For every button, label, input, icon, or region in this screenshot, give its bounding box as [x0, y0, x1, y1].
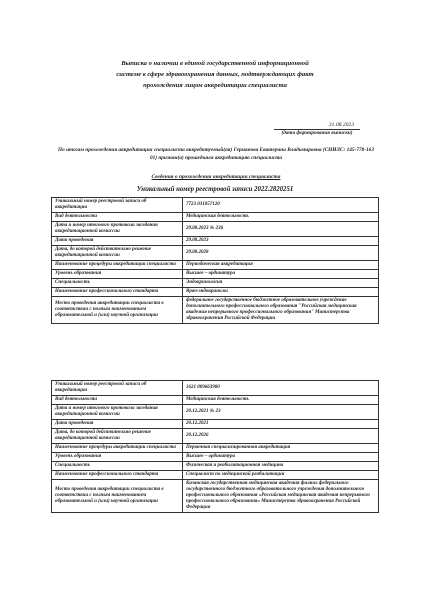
record-field-value: Медицинская деятельность: [183, 396, 379, 405]
record-field-label: Вид деятельности: [52, 213, 183, 222]
record-field-value: Медицинская деятельность: [183, 213, 379, 222]
record-field-label: Специальность: [52, 279, 183, 288]
record-row: [52, 453, 379, 462]
record-row: [52, 222, 379, 237]
record-row: [52, 297, 379, 324]
record-row: [52, 213, 379, 222]
record-row: [52, 480, 379, 513]
record-row: [52, 444, 379, 453]
record-row: [52, 405, 379, 420]
record-row: [52, 279, 379, 288]
record-field-label: Уникальный номер реестровой записи об аккредитации: [52, 198, 183, 213]
record-field-label: Наименование процедуры аккредитации специалиста: [52, 444, 183, 453]
document-title: [40, 58, 390, 91]
record-field-value: Врач-эндокринолог: [183, 288, 379, 297]
record-field-label: Уникальный номер реестровой записи об аккредитации: [52, 381, 183, 396]
record-row: [52, 270, 379, 279]
record-field-label: Дата, до которой действительно решение аккредитационной комиссии: [52, 246, 183, 261]
intro-statement: По итогам прохождения аккредитации специалиста аккредитуемый(ая) Германова Екатерина Владимировна (СНИЛС: 145-778-163 01) признан(а) прошедшим аккредитацию специалиста: [58, 147, 374, 161]
record-field-label: Наименование профессионального стандарта: [52, 471, 183, 480]
record-row: [52, 198, 379, 213]
record-field-label: Дата и номер итогового протокола заседания аккредитационной комиссии: [52, 222, 183, 237]
accreditation-record-table-1: [51, 197, 379, 324]
record-row: [52, 261, 379, 270]
record-field-value: Высшее – ординатура: [183, 270, 379, 279]
record-field-value: Казанская государственная медицинская академия филиал федерального государственного бюджетного образовательного учреждения дополнительного профессионального образования «Российская медицинская академия непрерывного профессионального образования» Министерства здравоохранения Российской Федерации: [183, 480, 379, 513]
record-field-label: Наименование процедуры аккредитации специалиста: [52, 261, 183, 270]
title-line-2: системе в сфере здравоохранения данных, подтверждающих факт: [116, 71, 314, 78]
record-row: [52, 381, 379, 396]
record-field-label: Специальность: [52, 462, 183, 471]
record-field-value: 1621 009663900: [183, 381, 379, 396]
record-field-label: Дата, до которой действительно решение аккредитационной комиссии: [52, 429, 183, 444]
record-field-value: Первичная специализированная аккредитация: [183, 444, 379, 453]
title-line-3: прохождения лицом аккредитации специалиста: [143, 82, 287, 89]
record-field-value: 29.08.2023: [183, 237, 379, 246]
issue-date: 31.08.2023: [328, 122, 354, 128]
record-row: [52, 471, 379, 480]
record-row: [52, 237, 379, 246]
record-field-value: Физическая и реабилитационная медицина: [183, 462, 379, 471]
record-field-label: Наименование профессионального стандарта: [52, 288, 183, 297]
record-field-value: 7723 031057120: [183, 198, 379, 213]
record-field-label: Место проведения аккредитации специалиста в соответствии с полным наименованием образовательной и (или) научной организации: [52, 480, 183, 513]
unique-record-number: Уникальный номер реестровой записи 2022.2820251: [136, 186, 294, 193]
record-row: [52, 396, 379, 405]
record-row: [52, 462, 379, 471]
title-line-1: Выписка о наличии в единой государственной информационной: [121, 60, 309, 67]
record-field-label: Место проведения аккредитации специалиста в соответствии с полным наименованием образовательной и (или) научной организации: [52, 297, 183, 324]
record-field-value: 29.08.2028: [183, 246, 379, 261]
record-field-label: Дата проведения: [52, 420, 183, 429]
record-row: [52, 429, 379, 444]
record-field-value: 29.08.2023 № 236: [183, 222, 379, 237]
accreditation-record-table-2: [51, 380, 379, 513]
issue-date-caption: (дата формирования выписки): [281, 130, 353, 136]
record-field-value: федеральное государственное бюджетное образовательное учреждение дополнительного профессионального образования "Российская медицинская академия непрерывного профессионального образования" Министерства здравоохранения Российской Федерации: [183, 297, 379, 324]
record-field-label: Дата и номер итогового протокола заседания аккредитационной комиссии: [52, 405, 183, 420]
record-field-value: 20.12.2021: [183, 420, 379, 429]
record-row: [52, 246, 379, 261]
record-field-value: Эндокринология: [183, 279, 379, 288]
issue-date-block: [274, 122, 360, 137]
record-row: [52, 420, 379, 429]
record-field-label: Уровень образования: [52, 453, 183, 462]
record-field-label: Вид деятельности: [52, 396, 183, 405]
record-field-value: Периодическая аккредитация: [183, 261, 379, 270]
record-field-value: Специалист по медицинской реабилитации: [183, 471, 379, 480]
record-field-value: 20.12.2021 № 23: [183, 405, 379, 420]
record-row: [52, 288, 379, 297]
record-field-label: Дата проведения: [52, 237, 183, 246]
section-subheading: Сведения о прохождении аккредитации специалиста: [151, 174, 281, 180]
record-field-value: Высшее – ординатура: [183, 453, 379, 462]
record-field-value: 20.12.2026: [183, 429, 379, 444]
record-field-label: Уровень образования: [52, 270, 183, 279]
